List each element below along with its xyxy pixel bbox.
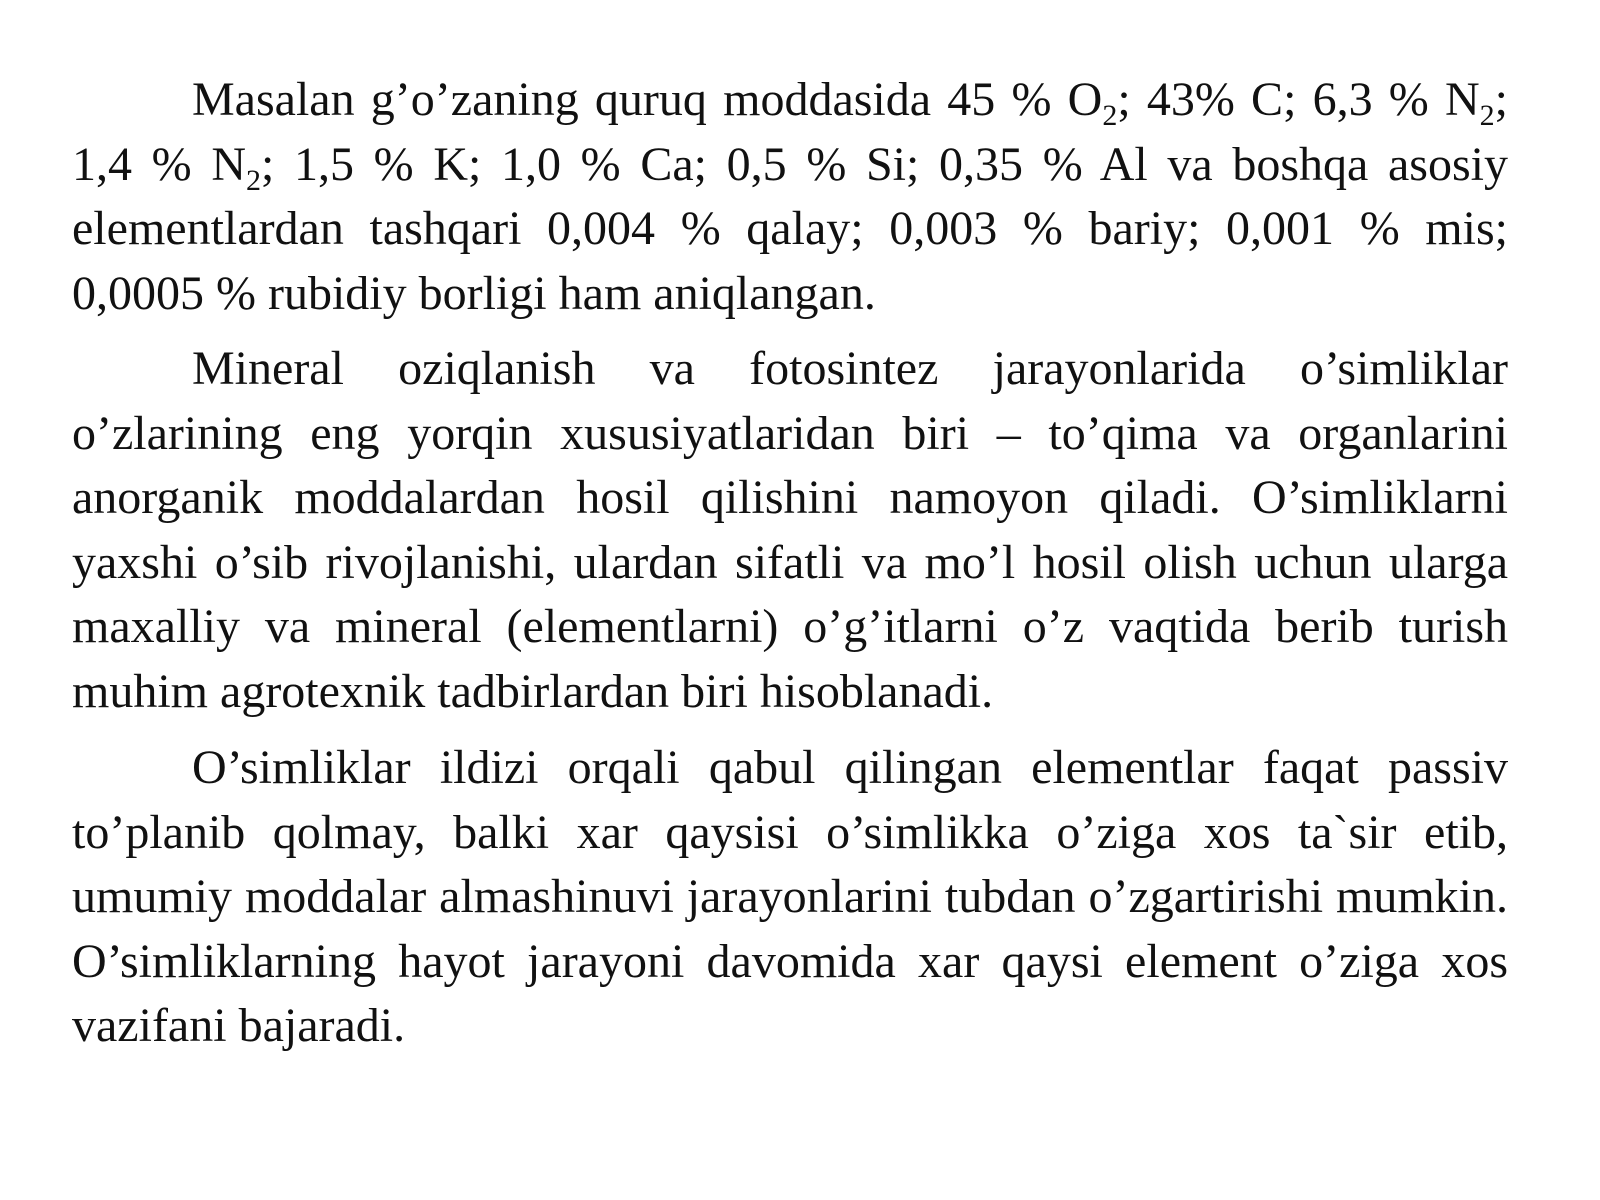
paragraph-1-text-a: Masalan g’o’zaning quruq moddasida 45 % O: [192, 73, 1103, 126]
paragraph-1-text-d: ; 1,5 % K; 1,0 % Ca; 0,5 % Si; 0,35 % Al va boshqa asosiy elementlardan tashqari 0,004 % qalay; 0,003 % bariy; 0,001 % mis; 0,0005 % rubidiy borligi ham aniqlangan.: [72, 137, 1509, 320]
paragraph-1-text-b: ; 43% C; 6,3 % N: [1117, 73, 1480, 126]
subscript: 2: [1102, 99, 1118, 132]
subscript: 2: [1479, 99, 1495, 132]
paragraph-3: O’simliklar ildizi orqali qabul qilingan elementlar faqat passiv to’planib qolmay, balki xar qaysisi o’simlikka o’ziga xos ta`sir etib, umumiy moddalar almashinuvi jarayonlarini tubdan o’zgartirishi mumkin. O’simliklarning hayot jarayoni davomida xar qaysi element o’ziga xos vazifani bajaradi.: [72, 741, 1508, 1052]
paragraph-1: [72, 68, 1508, 326]
subscript: 2: [246, 163, 261, 197]
paragraph-1-text-c: ; 1,4 % N: [72, 73, 1508, 191]
paragraph-2: Mineral oziqlanish va fotosintez jarayonlarida o’simliklar o’zlarining eng yorqin xususiyatlaridan biri – to’qima va organlarini anorganik moddalardan hosil qilishini namoyon qiladi. O’simliklarni yaxshi o’sib rivojlanishi, ulardan sifatli va mo’l hosil olish uchun ularga maxalliy va mineral (elementlarni) o’g’itlarni o’z vaqtida berib turish muhim agrotexnik tadbirlardan biri hisoblanadi.: [72, 342, 1508, 718]
document-page: [72, 68, 1508, 1059]
